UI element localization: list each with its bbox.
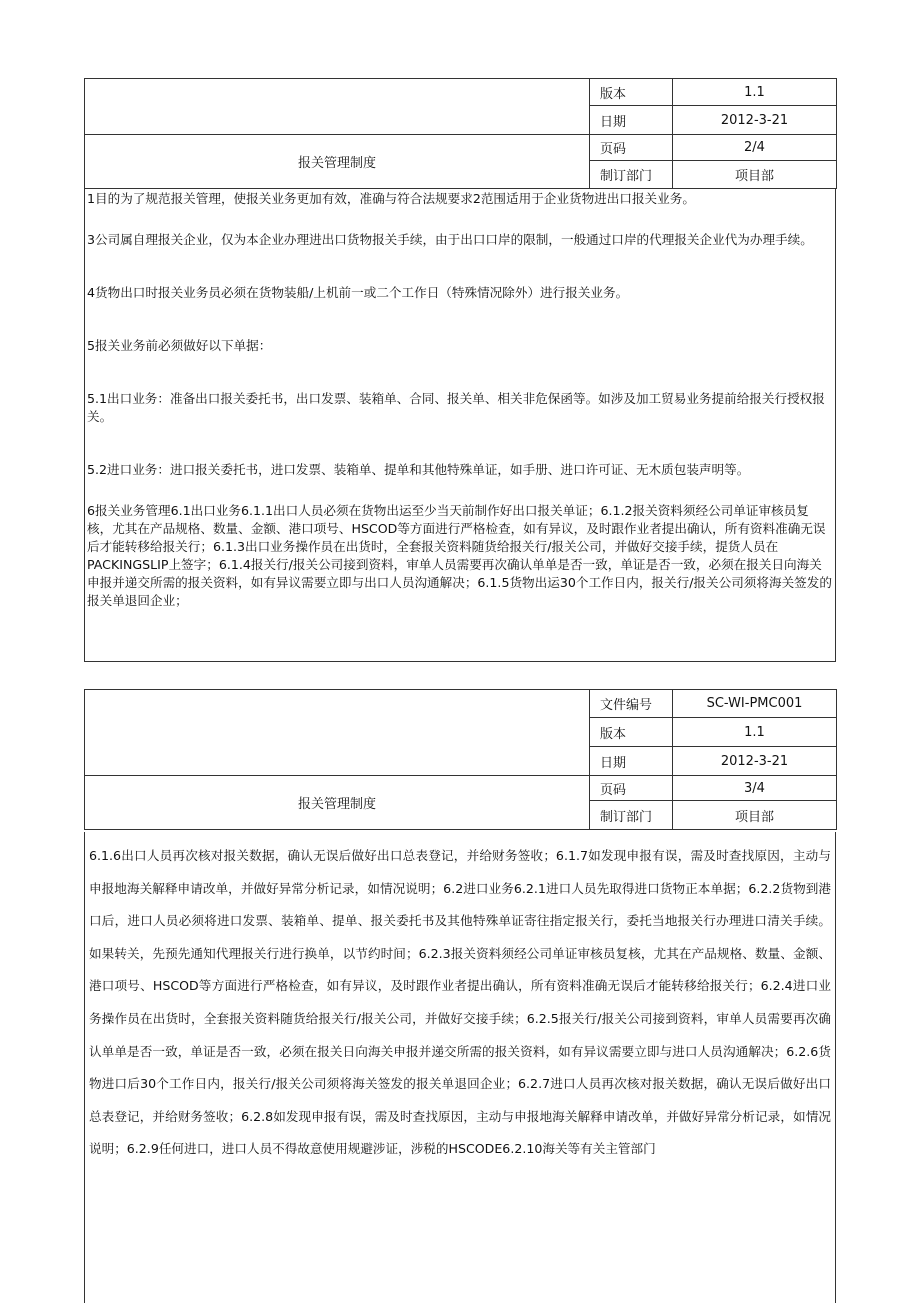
page1-version-label: 版本 — [590, 79, 673, 106]
page2-page-value: 3/4 — [673, 776, 837, 801]
page2-date-value: 2012-3-21 — [673, 747, 837, 776]
paragraph: 5.2进口业务：进口报关委托书，进口发票、装箱单、提单和其他特殊单证，如手册、进口许可证、无木质包装声明等。 — [87, 462, 750, 477]
page1-date-label: 日期 — [590, 106, 673, 135]
paragraph: 3公司属自理报关企业，仅为本企业办理进出口货物报关手续，由于出口口岸的限制，一般通过口岸的代理报关企业代为办理手续。 — [87, 232, 813, 247]
page1-version-value: 1.1 — [673, 79, 837, 106]
page2-page-label: 页码 — [590, 776, 673, 801]
page2-version-value: 1.1 — [673, 718, 837, 747]
page2-docno-label: 文件编号 — [590, 690, 673, 718]
page2-dept-label: 制订部门 — [590, 801, 673, 830]
page2-date-label: 日期 — [590, 747, 673, 776]
page1-title: 报关管理制度 — [85, 135, 590, 189]
page2-title: 报关管理制度 — [85, 776, 590, 830]
page1-dept-label: 制订部门 — [590, 161, 673, 189]
page2-header — [84, 689, 836, 830]
page2-title-blank — [85, 690, 590, 776]
paragraph: 6报关业务管理6.1出口业务6.1.1出口人员必须在货物出运至少当天前制作好出口报关单证；6.1.2报关资料须经公司单证审核员复核，尤其在产品规格、数量、金额、港口项号、HSCOD等方面进行严格检查，如有异议，及时跟作业者提出确认，所有资料准确无误后才能转移给报关行；6.1.3出口业务操作员在出货时，全套报关资料随货给报关行/报关公司，并做好交接手续，提货人员在PACKINGSLIP上签字；6.1.4报关行/报关公司接到资料，审单人员需要再次确认单单是否一致，单证是否一致，必须在报关日向海关申报并递交所需的报关资料，如有异议需要立即与出口人员沟通解决；6.1.5货物出运30个工作日内，报关行/报关公司须将海关签发的报关单退回企业； — [87, 503, 832, 608]
page2-paragraph: 6.1.6出口人员再次核对报关数据，确认无误后做好出口总表登记，并给财务签收；6.1.7如发现申报有误，需及时查找原因，主动与申报地海关解释申请改单，并做好异常分析记录，如情况说明；6.2进口业务6.2.1进口人员先取得进口货物正本单据；6.2.2货物到港口后，进口人员必须将进口发票、装箱单、提单、报关委托书及其他特殊单证寄往指定报关行，委托当地报关行办理进口清关手续。如果转关，先预先通知代理报关行进行换单，以节约时间；6.2.3报关资料须经公司单证审核员复核，尤其在产品规格、数量、金额、港口项号、HSCOD等方面进行严格检查，如有异议，及时跟作业者提出确认，所有资料准确无误后才能转移给报关行；6.2.4进口业务操作员在出货时，全套报关资料随货给报关行/报关公司，并做好交接手续；6.2.5报关行/报关公司接到资料，审单人员需要再次确认单单是否一致，单证是否一致，必须在报关日向海关申报并递交所需的报关资料，如有异议需要立即与进口人员沟通解决；6.2.6货物进口后30个工作日内，报关行/报关公司须将海关签发的报关单退回企业；6.2.7进口人员再次核对报关数据，确认无误后做好出口总表登记，并给财务签收；6.2.8如发现申报有误，需及时查找原因，主动与申报地海关解释申请改单，并做好异常分析记录，如情况说明；6.2.9任何进口，进口人员不得故意使用规避涉证，涉税的HSCODE6.2.10海关等有关主管部门 — [89, 848, 831, 1157]
page2-docno-value: SC-WI-PMC001 — [673, 690, 837, 718]
paragraph: 5报关业务前必须做好以下单据： — [87, 338, 272, 353]
page1-title-blank — [85, 79, 590, 135]
paragraph: 4货物出口时报关业务员必须在货物装船/上机前一或二个工作日（特殊情况除外）进行报关业务。 — [87, 285, 629, 300]
page2-body — [84, 832, 836, 1303]
page1-dept-value: 项目部 — [673, 161, 837, 189]
paragraph: 1目的为了规范报关管理，使报关业务更加有效，准确与符合法规要求2范围适用于企业货物进出口报关业务。 — [87, 191, 695, 206]
page1-body — [84, 188, 836, 662]
page2-dept-value: 项目部 — [673, 801, 837, 830]
page1-page-label: 页码 — [590, 135, 673, 161]
page1-date-value: 2012-3-21 — [673, 106, 837, 135]
paragraph: 5.1出口业务：准备出口报关委托书，出口发票、装箱单、合同、报关单、相关非危保函等。如涉及加工贸易业务提前给报关行授权报关。 — [87, 391, 825, 424]
page2-version-label: 版本 — [590, 718, 673, 747]
page1-page-value: 2/4 — [673, 135, 837, 161]
page1-header — [84, 78, 836, 189]
